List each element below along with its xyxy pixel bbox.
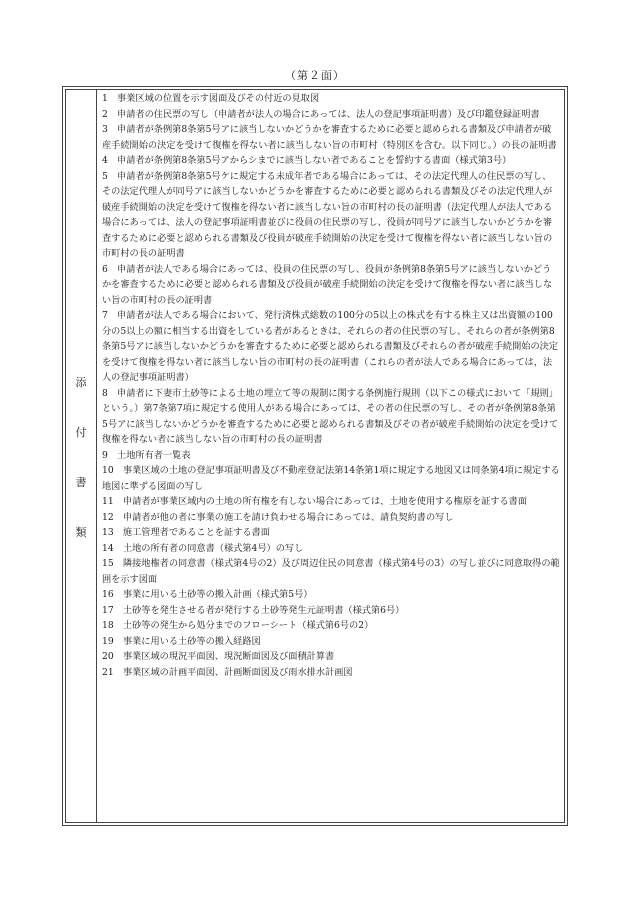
attachment-item: 4 申請者が条例第8条第5号アからシまでに該当しない者であることを誓約する書面（様式第3号） (102, 155, 512, 166)
attachment-item: 19 事業に用いる土砂等の搬入経路図 (102, 635, 261, 647)
attachment-item: 18 土砂等の発生から処分までのフローシート（様式第6号の2） (102, 620, 374, 631)
attachment-item: 3 申請者が条例第8条第5号アに該当しないかどうかを審査するために必要と認められる書類及び申請者が破産手続開始の決定を受けて復権を得ない者に該当しない旨の市町村（特別区を含む。以下同じ。）の長の証明書 (102, 124, 557, 151)
page-heading: （第２面） (285, 69, 345, 82)
attachment-item: 15 隣接地権者の同意書（様式第4号の2）及び周辺住民の同意書（様式第4号の3）の写し並びに同意取得の範囲を示す図面 (102, 558, 560, 585)
attachment-item: 12 申請者が他の者に事業の施工を請け負わせる場合にあっては、請負契約書の写し (102, 511, 454, 523)
attachment-item: 13 施工管理者であることを証する書面 (102, 527, 270, 538)
attachment-item: 9 土地所有者一覧表 (102, 449, 191, 461)
attachments-label-column (66, 90, 97, 822)
label-char-3: 書 (75, 476, 87, 489)
attachments-table (62, 86, 568, 826)
attachment-item: 16 事業に用いる土砂等の搬入計画（様式第5号） (102, 589, 313, 600)
label-char-2: 付 (75, 426, 87, 439)
attachment-item: 21 事業区域の計画平面図、計画断面図及び雨水排水計画図 (102, 666, 353, 678)
label-char-1: 添 (75, 376, 87, 389)
label-char-4: 類 (75, 526, 87, 539)
attachment-item: 2 申請者の住民票の写し（申請者が法人の場合にあっては、法人の登記事項証明書）及び印鑑登録証明書 (102, 108, 540, 120)
attachment-item: 14 土地の所有者の同意書（様式第4号）の写し (102, 542, 304, 554)
attachment-item: 7 申請者が法人である場合において、発行済株式総数の100分の5以上の株式を有する株主又は出資額の100分の5以上の額に相当する出資をしている者があるときは、それらの者の住民票の写し、それらの者が条例第8条第5号アに該当しないかどうかを審査するために必要と認められる書類及びそれらの者が破産手続開始の決定を受けて復権を得ない者に該当しない旨の市町村の長の証明書（これらの者が法人である場合にあっては，法人の登記事項証明書） (102, 310, 559, 383)
attachment-item: 11 申請者が事業区域内の土地の所有権を有しない場合にあっては、土地を使用する権原を証する書面 (102, 496, 528, 507)
attachments-list (102, 91, 560, 680)
attachment-item: 20 事業区域の現況平面図、現況断面図及び面積計算書 (102, 651, 335, 662)
attachment-item: 1 事業区域の位置を示す図面及びその付近の見取図 (102, 93, 320, 104)
attachment-item: 10 事業区域の土地の登記事項証明書及び不動産登記法第14条第1項に規定する地図又は同条第4項に規定する地図に準ずる図面の写し (102, 465, 560, 492)
attachment-item: 6 申請者が法人である場合にあっては、役員の住民票の写し、役員が条例第8条第5号アに該当しないかどうかを審査するために必要と認められる書類及び役員が破産手続開始の決定を受けて復権を得ない者に該当しない旨の市町村の長の証明書 (102, 263, 553, 306)
attachments-table-inner (65, 89, 565, 823)
attachment-item: 5 申請者が条例第8条第5号ケに規定する未成年者である場合にあっては、その法定代理人の住民票の写し、その法定代理人が同号アに該当しないかどうかを審査するために必要と認められる書類及びその法定代理人が破産手続開始の決定を受けて復権を得ない者に該当しない旨の市町村の長の証明書（法定代理人が法人である場合にあっては、法人の登記事項証明書並びに役員の住民票の写し、役員が同号アに該当しないかどうかを審査するために必要と認められる書類及び役員が破産手続開始の決定を受けて復権を得ない者に該当しない旨の市町村の長の証明書 (102, 170, 553, 259)
attachment-item: 17 土砂等を発生させる者が発行する土砂等発生元証明書（様式第6号） (102, 604, 405, 616)
attachment-item: 8 申請者に下妻市土砂等による土地の埋立て等の規制に関する条例施行規則（以下この様式において「規則」という。）第7条第7項に規定する使用人がある場合にあっては、その者の住民票の写し、その者が条例第8条第5号アに該当しないかどうかを審査するために必要と認められる書類及びその者が破産手続開始の決定を受けて復権を得ない者に該当しない旨の市町村の長の証明書 (102, 387, 559, 445)
